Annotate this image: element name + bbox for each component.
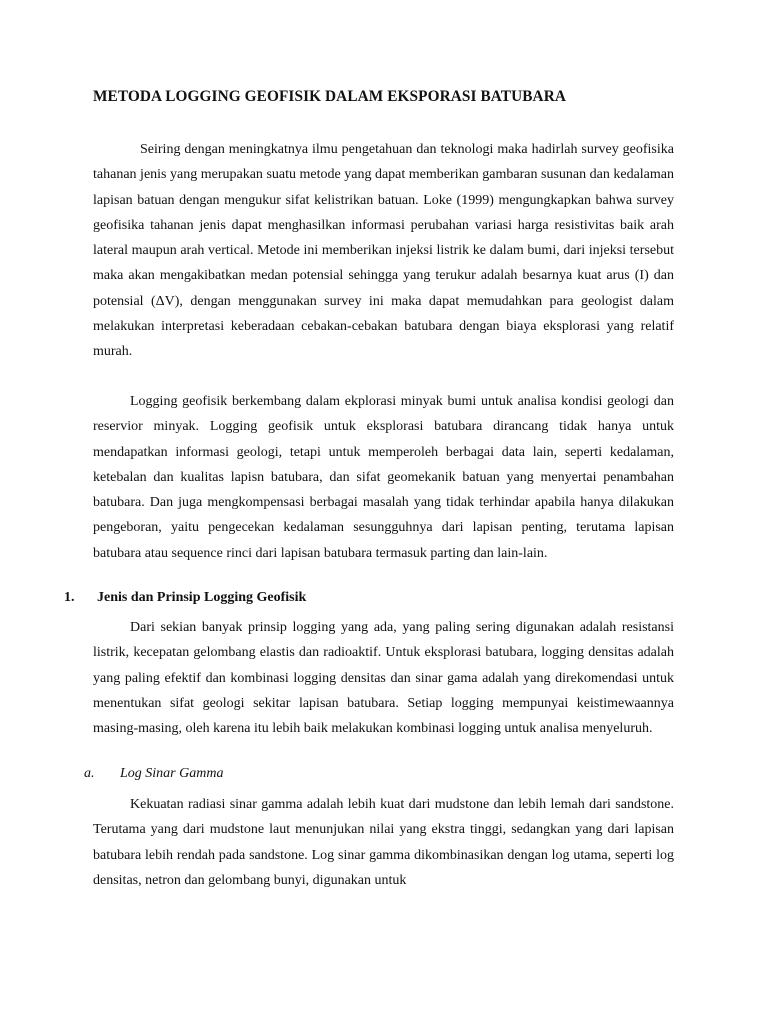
section-title: Jenis dan Prinsip Logging Geofisik	[97, 590, 307, 605]
subsection-title: Log Sinar Gamma	[120, 766, 224, 781]
intro-paragraph: Seiring dengan meningkatnya ilmu pengetahuan dan teknologi maka hadirlah survey geofisika tahanan jenis yang merupakan suatu metode yang dapat memberikan gambaran susunan dan kedalaman lapisan batuan dengan mengukur sifat kelistrikan batuan. Loke (1999) mengungkapkan bahwa survey geofisika tahanan jenis dapat menghasilkan informasi perubahan variasi harga resistivitas baik arah lateral maupun arah vertical. Metode ini memberikan injeksi listrik ke dalam bumi, dari injeksi tersebut maka akan mengakibatkan medan potensial sehingga yang terukur adalah besarnya kuat arus (I) dan potensial (ΔV), dengan menggunakan survey ini maka dapat memudahkan para geologist dalam melakukan interpretasi keberadaan cebakan-cebakan batubara dengan biaya eksplorasi yang relatif murah.	[93, 142, 674, 360]
logging-paragraph: Logging geofisik berkembang dalam ekplorasi minyak bumi untuk analisa kondisi geologi dan reservior minyak. Logging geofisik untuk eksplorasi batubara dirancang tidak hanya untuk mendapatkan informasi geologi, tetapi untuk memperoleh berbagai data lain, seperti kedalaman, ketebalan dan kualitas lapisn batubara, dan sifat geomekanik batuan yang menyertai penambahan batubara. Dan juga mengkompensasi berbagai masalah yang tidak terhindar apabila hanya dilakukan pengeboran, yaitu pengecekan kedalaman sesungguhnya dari lapisan penting, terutama lapisan batubara atau sequence rinci dari lapisan batubara termasuk parting dan lain-lain.	[93, 394, 674, 561]
section-heading	[64, 590, 306, 606]
section-number: 1.	[64, 590, 75, 605]
subsection-number: a.	[84, 766, 95, 781]
subsection-paragraph: Kekuatan radiasi sinar gamma adalah lebih kuat dari mudstone dan lebih lemah dari sandstone. Terutama yang dari mudstone laut menunjukan nilai yang ekstra tinggi, sedangkan yang dari lapisan batubara lebih rendah pada sandstone. Log sinar gamma dikombinasikan dengan log utama, seperti log densitas, netron dan gelombang bunyi, digunakan untuk	[93, 797, 674, 888]
document-title: METODA LOGGING GEOFISIK DALAM EKSPORASI BATUBARA	[93, 88, 566, 105]
subsection-heading	[84, 766, 223, 782]
section-paragraph: Dari sekian banyak prinsip logging yang ada, yang paling sering digunakan adalah resistansi listrik, kecepatan gelombang elastis dan radioaktif. Untuk eksplorasi batubara, logging densitas adalah yang paling efektif dan kombinasi logging densitas dan sinar gama adalah yang direkomendasi untuk menentukan sifat geologi sekitar lapisan batubara. Setiap logging mempunyai keistimewaannya masing-masing, oleh karena itu lebih baik melakukan kombinasi logging untuk analisa menyeluruh.	[93, 620, 674, 737]
